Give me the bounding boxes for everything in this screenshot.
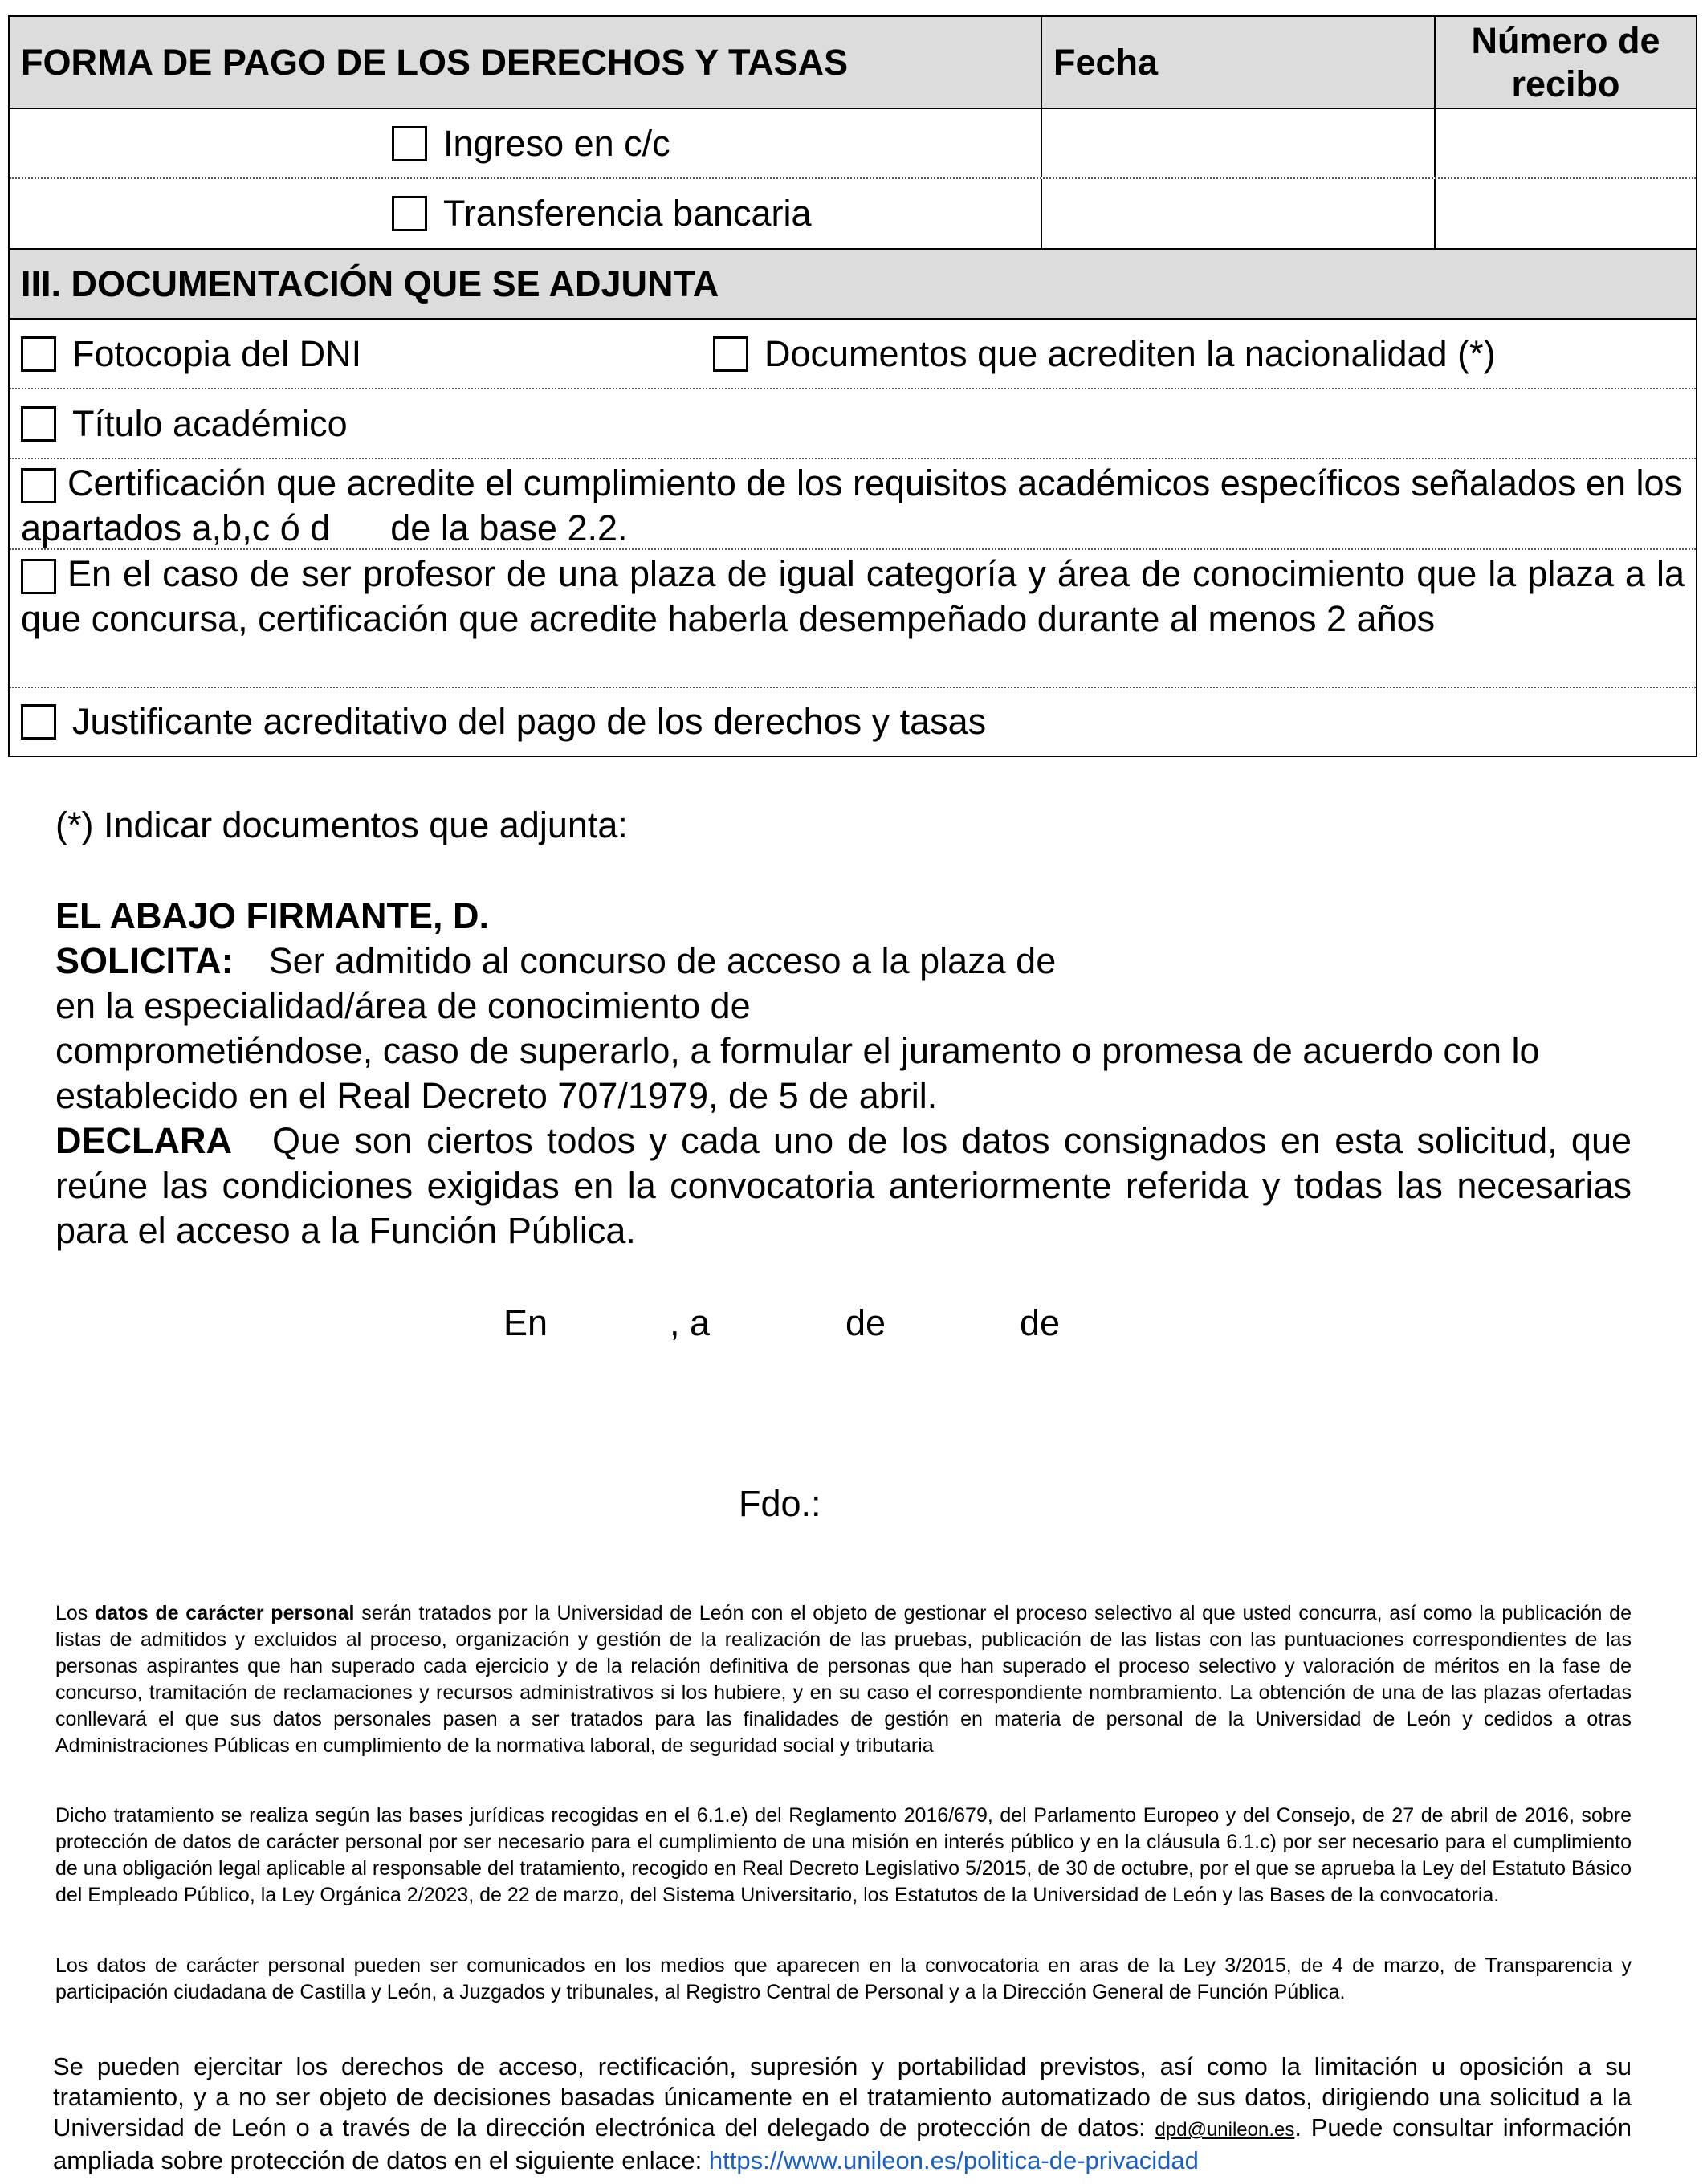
- declara-text: Que son ciertos todos y cada uno de los datos consignados en esta solicitud, que reúne las condiciones exigidas en la convocatoria anteriormente referida y todas las necesarias para el acceso a la Función Pública.: [55, 1120, 1632, 1251]
- doc-item-payment-proof[interactable]: [21, 701, 986, 743]
- place-label: En: [503, 1302, 548, 1343]
- date-field[interactable]: [1041, 179, 1434, 248]
- month-label: de: [845, 1302, 886, 1343]
- privacy-text: . Puede consultar información ampliada sobre protección de datos en el siguiente enlace:: [53, 2113, 1632, 2174]
- doc-item-dni[interactable]: [21, 333, 713, 375]
- solicita-text: Ser admitido al concurso de acceso a la plaza de: [268, 940, 1057, 981]
- doc-item-certification[interactable]: [10, 461, 1696, 551]
- checkbox[interactable]: [392, 126, 427, 161]
- privacy-paragraph-1: [55, 1600, 1632, 1759]
- application-form-table: [8, 15, 1697, 757]
- attached-docs-note: (*) Indicar documentos que adjunta:: [55, 805, 628, 845]
- privacy-text: serán tratados por la Universidad de León con el objeto de gestionar el proceso selectivo al que usted concurra, así como la publicación de listas de admitidos y excluidos al proceso, organización y gestión de la realización de las pruebas, publicación de las listas con las puntuaciones correspondientes de las personas aspirantes que han superado cada ejercicio y de la relación definitiva de personas que han superado el proceso selectivo y valoración de méritos en la fase de concurso, tramitación de reclamaciones y recursos administrativos si los hubiere, y en su caso el correspondiente nombramiento. La obtención de una de las plazas ofertadas conllevará el que sus datos personales pasen a ser tratados para las finalidades de gestión en materia de personal de la Universidad de León y cedidos a otras Administraciones Públicas en cumplimiento de la normativa laboral, de seguridad social y tributaria: [55, 1602, 1632, 1757]
- checkbox[interactable]: [21, 406, 56, 442]
- privacy-text: Los: [55, 1602, 96, 1624]
- checkbox[interactable]: [21, 559, 56, 594]
- doc-item-teacher-certification[interactable]: [10, 552, 1696, 642]
- payment-option-transfer[interactable]: [392, 193, 812, 234]
- payment-option-deposit[interactable]: [392, 123, 670, 165]
- date-header: Fecha: [1041, 17, 1434, 108]
- doc-row: [10, 687, 1696, 756]
- year-label: de: [1020, 1302, 1061, 1343]
- receipt-number-field[interactable]: [1434, 179, 1696, 248]
- checkbox[interactable]: [713, 336, 748, 372]
- privacy-paragraph-2: Dicho tratamiento se realiza según las bases jurídicas recogidas en el 6.1.e) del Reglamento 2016/679, del Parlamento Europeo y del Consejo, de 27 de abril de 2016, sobre protección de datos de carácter personal por ser necesario para el cumplimiento de una misión en interés público y en la cláusula 6.1.c) por ser necesario para el cumplimiento de una obligación legal aplicable al responsable del tratamiento, recogido en Real Decreto Legislativo 5/2015, de 30 de octubre, por el que se aprueba la Ley del Estatuto Básico del Empleado Público, la Ley Orgánica 2/2023, de 22 de marzo, del Sistema Universitario, los Estatutos de la Universidad de León y las Bases de la convocatoria.: [55, 1804, 1632, 1906]
- doc-row: [10, 548, 1696, 687]
- privacy-bold-text: datos de carácter personal: [95, 1602, 355, 1624]
- documentation-section-title: III. DOCUMENTACIÓN QUE SE ADJUNTA: [10, 248, 1696, 318]
- doc-row: [10, 318, 1696, 388]
- payment-option-row: [10, 177, 1696, 248]
- doc-label: En el caso de ser profesor de una plaza de igual categoría y área de conocimiento que la plaza a la que concursa, certificación que acredite haberla desempeñado durante al menos 2 años: [21, 553, 1685, 639]
- doc-row: [10, 388, 1696, 458]
- declara-label: DECLARA: [55, 1120, 232, 1161]
- day-label: , a: [670, 1302, 711, 1343]
- solicita-label: SOLICITA:: [55, 940, 234, 981]
- payment-header-row: [10, 17, 1696, 108]
- payment-method-header: FORMA DE PAGO DE LOS DERECHOS Y TASAS: [21, 41, 849, 83]
- doc-row: [10, 458, 1696, 548]
- date-field[interactable]: [1041, 109, 1434, 177]
- privacy-paragraph-4: [53, 2052, 1632, 2176]
- receipt-number-header: Número de recibo: [1434, 17, 1696, 108]
- payment-option-row: [10, 108, 1696, 177]
- option-label: Transferencia bancaria: [443, 193, 812, 234]
- signer-label: EL ABAJO FIRMANTE, D.: [55, 895, 490, 936]
- doc-item-nationality[interactable]: [713, 333, 1496, 375]
- checkbox[interactable]: [21, 704, 56, 740]
- checkbox[interactable]: [21, 336, 56, 372]
- doc-label: Título académico: [72, 402, 348, 444]
- declaration-block: [55, 894, 1632, 1253]
- privacy-policy-link[interactable]: https://www.unileon.es/politica-de-privacidad: [708, 2146, 1199, 2174]
- solicita-area-text: en la especialidad/área de conocimiento de: [55, 985, 751, 1026]
- solicita-commitment-text: comprometiéndose, caso de superarlo, a formular el juramento o promesa de acuerdo con lo establecido en el Real Decreto 707/1979, de 5 de abril.: [55, 1030, 1540, 1116]
- doc-item-degree[interactable]: [21, 403, 348, 445]
- doc-label: Documentos que acrediten la nacionalidad (*): [764, 332, 1496, 374]
- dpd-email-link[interactable]: dpd@unileon.es: [1155, 2119, 1295, 2141]
- option-label: Ingreso en c/c: [443, 122, 670, 164]
- privacy-text: Se pueden ejercitar los derechos de acceso, rectificación, supresión y portabilidad previstos, así como la limitación u oposición a su tratamiento, y a no ser objeto de decisiones basadas únicamente en el tratamiento automatizado de sus datos, dirigiendo una solicitud a la Universidad de León o a través de la dirección electrónica del delegado de protección de datos:: [53, 2052, 1632, 2141]
- privacy-paragraph-3: Los datos de carácter personal pueden ser comunicados en los medios que aparecen en la convocatoria en aras de la Ley 3/2015, de 4 de marzo, de Transparencia y participación ciudadana de Castilla y León, a Juzgados y tribunales, al Registro Central de Personal y a la Dirección General de Función Pública.: [55, 1954, 1632, 2003]
- receipt-number-field[interactable]: [1434, 109, 1696, 177]
- doc-label: Justificante acreditativo del pago de los derechos y tasas: [72, 701, 987, 742]
- doc-label: Fotocopia del DNI: [72, 332, 362, 374]
- checkbox[interactable]: [392, 196, 427, 231]
- doc-label: Certificación que acredite el cumplimiento de los requisitos académicos específicos señalados en los apartados a,b,c ó d de la base 2.2.: [21, 462, 1693, 548]
- signature-label: Fdo.:: [739, 1483, 821, 1524]
- checkbox[interactable]: [21, 468, 56, 503]
